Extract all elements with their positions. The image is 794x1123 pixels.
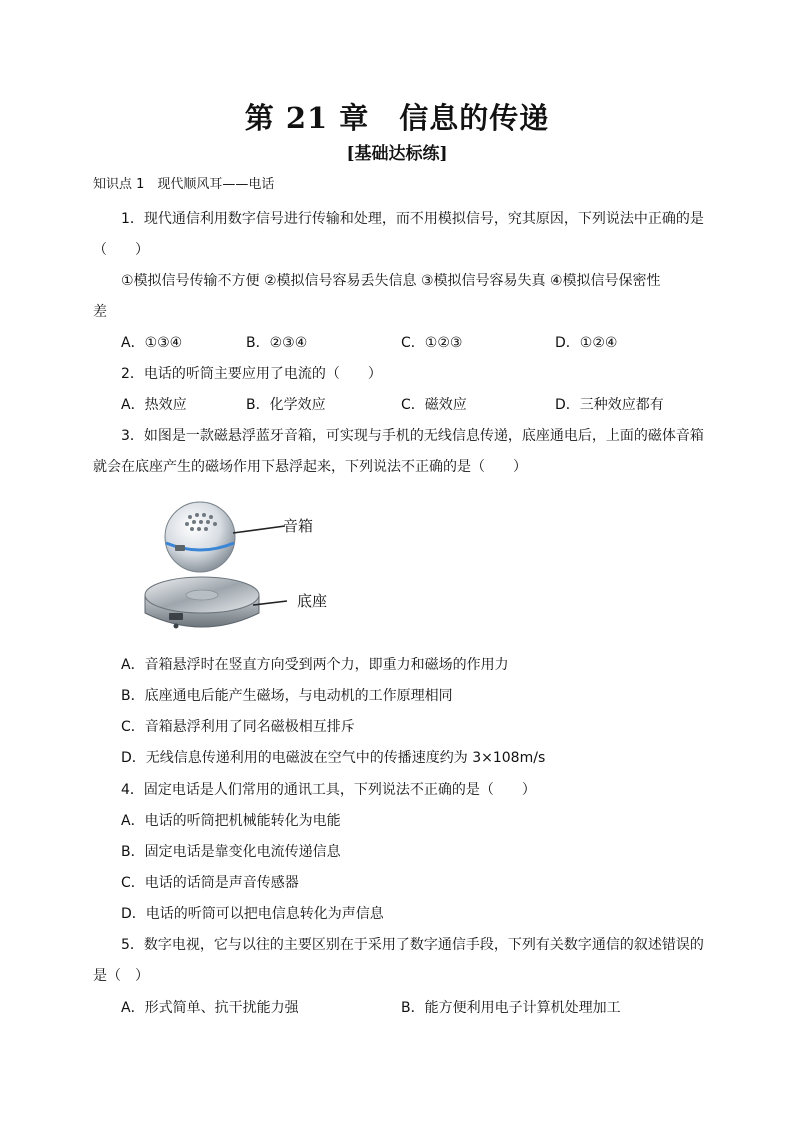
question-5-text: 5．数字电视，它与以往的主要区别在于采用了数字通信手段，下列有关数字通信的叙述错误的: [121, 937, 704, 953]
question-2-option-d: D．三种效应都有: [555, 397, 664, 413]
chapter-subtitle: [基础达标练]: [346, 144, 448, 164]
speaker-leader-line: [233, 526, 285, 533]
question-2-option-b: B．化学效应: [246, 397, 326, 413]
question-5-text-cont: 是（ ）: [93, 968, 149, 984]
question-1-text: 1．现代通信利用数字信号进行传输和处理，而不用模拟信号，究其原因，下列说法中正确的是: [121, 211, 704, 227]
question-1-option-c: C．①②③: [401, 335, 463, 351]
section-heading: 知识点 1 现代顺风耳——电话: [93, 177, 275, 192]
question-1-statements-cont: 差: [93, 304, 107, 320]
question-2-text: 2．电话的听筒主要应用了电流的（ ）: [121, 366, 382, 382]
question-3-option-d: D．无线信息传递利用的电磁波在空气中的传播速度约为 3×108m/s: [121, 750, 546, 766]
chapter-title: 第 21 章 信息的传递: [244, 101, 550, 135]
question-3-option-b: B．底座通电后能产生磁场，与电动机的工作原理相同: [121, 688, 453, 704]
question-1-option-b: B．②③④: [246, 335, 308, 351]
speaker-ball-shape: [165, 502, 235, 572]
question-2-option-c: C．磁效应: [401, 397, 467, 413]
question-3-text-cont: 就会在底座产生的磁场作用下悬浮起来，下列说法不正确的是（ ）: [93, 459, 527, 475]
question-4-option-a: A．电话的听筒把机械能转化为电能: [121, 813, 341, 829]
question-5-option-b: B．能方便利用电子计算机处理加工: [401, 1000, 621, 1016]
question-1-statements: ①模拟信号传输不方便 ②模拟信号容易丢失信息 ③模拟信号容易失真 ④模拟信号保密性: [121, 273, 661, 289]
question-3-text: 3．如图是一款磁悬浮蓝牙音箱，可实现与手机的无线信息传递，底座通电后，上面的磁体音箱: [121, 428, 704, 444]
question-3-option-c: C．音箱悬浮利用了同名磁极相互排斥: [121, 719, 355, 735]
question-3-option-a: A．音箱悬浮时在竖直方向受到两个力，即重力和磁场的作用力: [121, 657, 509, 673]
question-4-option-d: D．电话的听筒可以把电信息转化为声信息: [121, 906, 384, 922]
question-1-blank: （ ）: [93, 242, 149, 258]
question-2-option-a: A．热效应: [121, 397, 187, 413]
speaker-illustration: [135, 495, 385, 645]
levitating-speaker-figure: [135, 495, 385, 645]
speaker-label: 音箱: [283, 518, 314, 535]
question-5-option-a: A．形式简单、抗干扰能力强: [121, 1000, 299, 1016]
question-1-option-a: A．①③④: [121, 335, 183, 351]
question-4-text: 4．固定电话是人们常用的通讯工具，下列说法不正确的是（ ）: [121, 782, 536, 798]
question-4-option-c: C．电话的话筒是声音传感器: [121, 875, 299, 891]
question-4-option-b: B．固定电话是靠变化电流传递信息: [121, 844, 341, 860]
base-label: 底座: [297, 593, 328, 610]
question-1-option-d: D．①②④: [555, 335, 618, 351]
